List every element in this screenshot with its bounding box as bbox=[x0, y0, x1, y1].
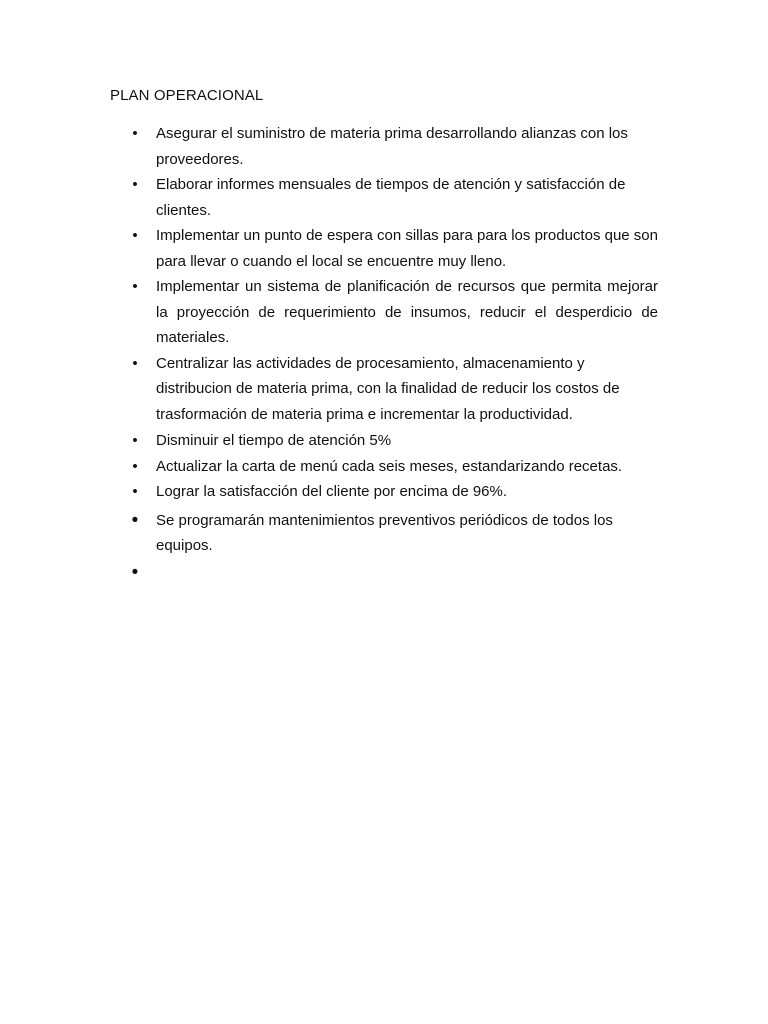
list-item-text: Disminuir el tiempo de atención 5% bbox=[156, 432, 392, 449]
bullet-list bbox=[0, 121, 768, 586]
bullet-icon: • bbox=[132, 278, 138, 295]
page-title: PLAN OPERACIONAL bbox=[110, 87, 264, 104]
list-item-text: Actualizar la carta de menú cada seis meses, estandarizando recetas. bbox=[156, 457, 623, 475]
list-item-text: Centralizar las actividades de procesamiento, almacenamiento y distribucion de materia prima, con la finalidad de reducir los costos de trasformación de materia prima e incrementar la productividad. bbox=[156, 354, 620, 423]
bullet-icon: • bbox=[132, 227, 138, 244]
bullet-icon: • bbox=[132, 176, 138, 193]
list-item-text: Implementar un sistema de planificación de recursos que permita mejorar la proyección de requerimiento de insumos, reducir el desperdicio de materiales. bbox=[156, 278, 658, 346]
bullet-icon: • bbox=[131, 561, 139, 583]
list-item bbox=[0, 223, 768, 274]
bullet-icon: • bbox=[132, 483, 138, 500]
list-item bbox=[0, 121, 768, 172]
list-item bbox=[0, 274, 768, 351]
list-item bbox=[0, 351, 768, 428]
list-item-text: Lograr la satisfacción del cliente por encima de 96%. bbox=[156, 483, 508, 500]
bullet-icon: • bbox=[132, 457, 138, 475]
list-item bbox=[0, 172, 768, 223]
list-item bbox=[0, 508, 768, 559]
list-item-text: Elaborar informes mensuales de tiempos de atención y satisfacción de clientes. bbox=[156, 176, 626, 219]
list-item-text: Asegurar el suministro de materia prima desarrollando alianzas con los proveedores. bbox=[156, 125, 628, 168]
bullet-icon: • bbox=[131, 509, 139, 531]
list-item bbox=[0, 454, 768, 480]
list-item bbox=[0, 479, 768, 505]
bullet-icon: • bbox=[132, 432, 138, 449]
list-item bbox=[0, 428, 768, 454]
list-item bbox=[0, 560, 768, 586]
list-item-text: Implementar un punto de espera con sillas para para los productos que son para llevar o cuando el local se encuentre muy lleno. bbox=[156, 227, 658, 270]
list-item-text: Se programarán mantenimientos preventivos periódicos de todos los equipos. bbox=[156, 511, 613, 554]
bullet-icon: • bbox=[132, 125, 138, 142]
bullet-icon: • bbox=[132, 354, 138, 372]
